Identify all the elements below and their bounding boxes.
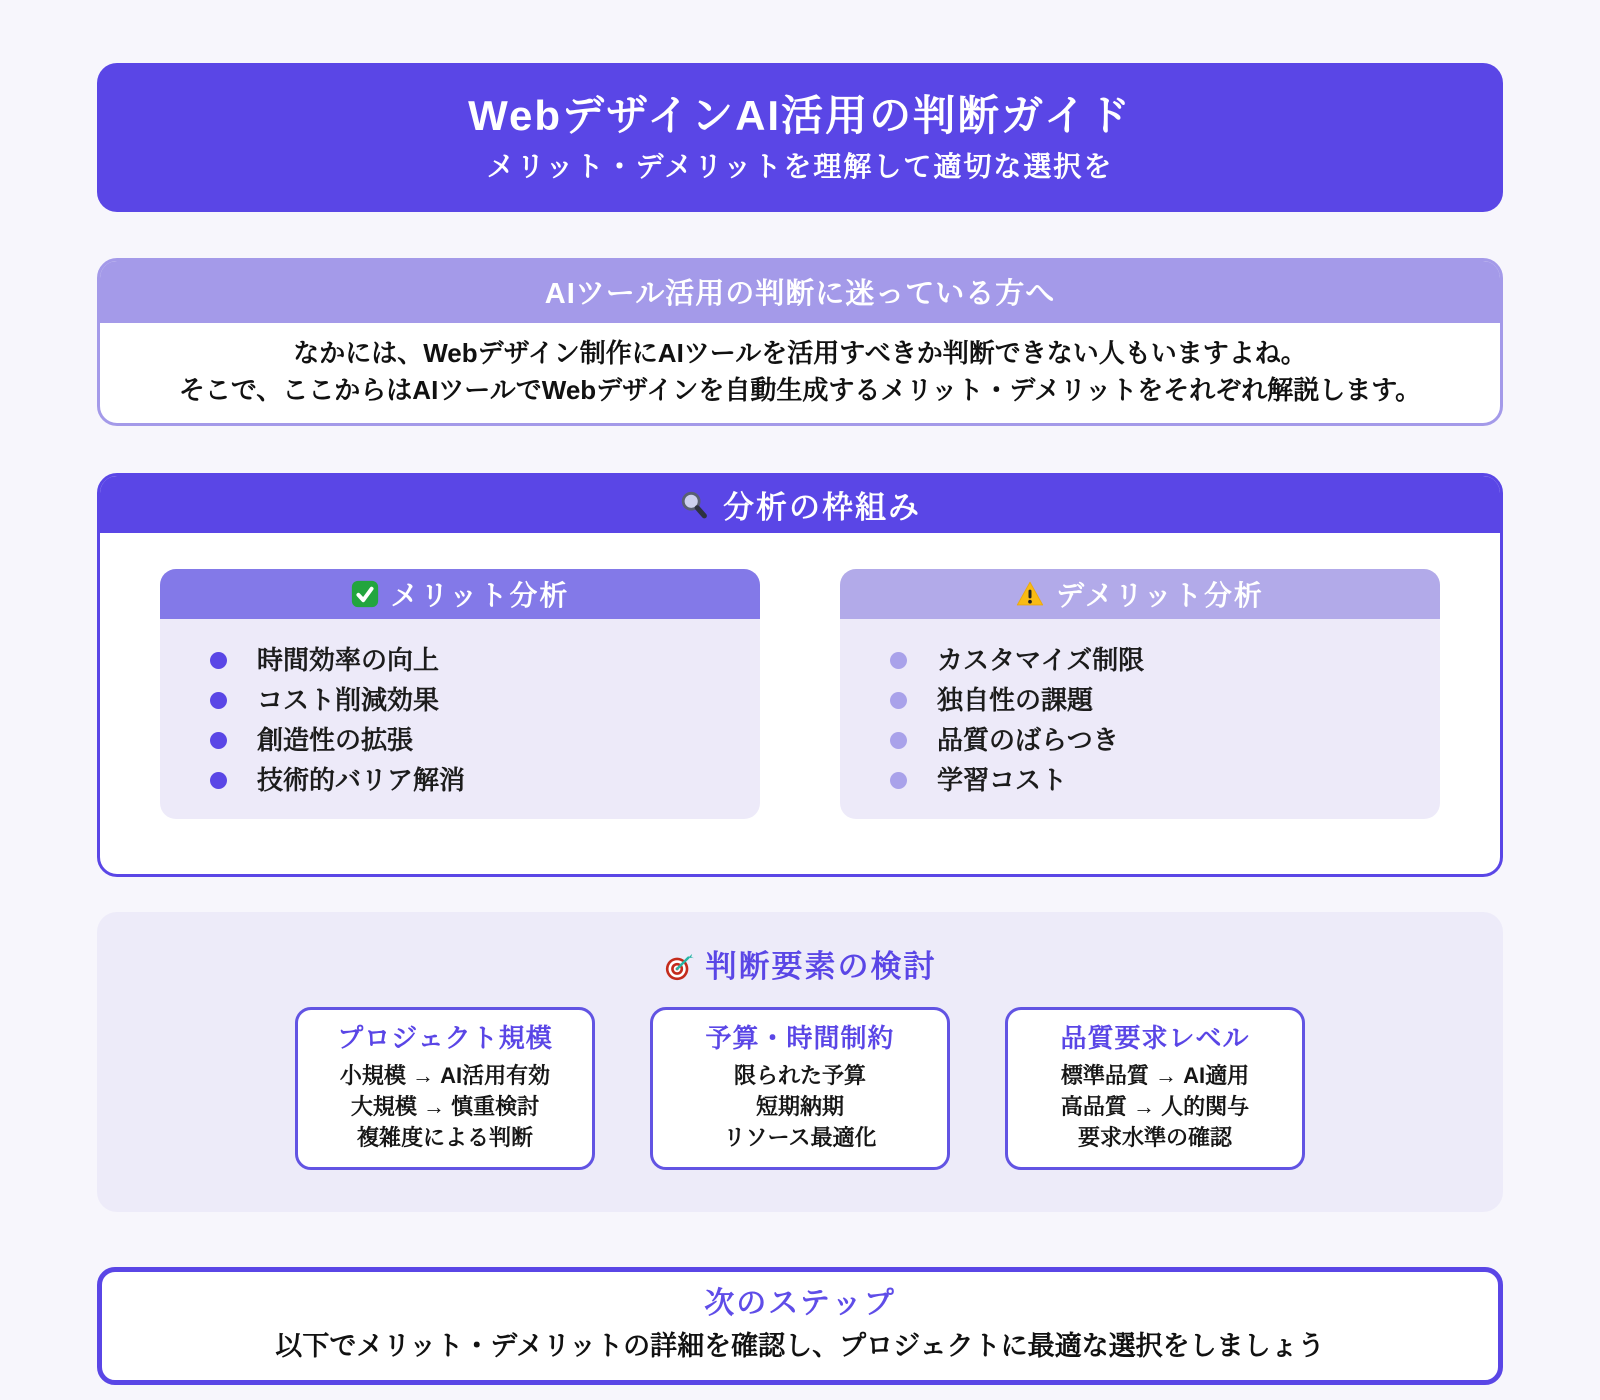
check-icon — [351, 580, 379, 608]
next-steps-body: 以下でメリット・デメリットの詳細を確認し、プロジェクトに最適な選択をしましょう — [275, 1331, 1325, 1361]
bullet-dot-icon — [890, 772, 907, 789]
demerit-title: デメリット分析 — [1056, 580, 1264, 611]
factor-card-project-scale — [295, 1007, 595, 1170]
factor-card-line: 複雑度による判断 — [356, 1125, 533, 1150]
framework-title: 分析の枠組み — [723, 490, 921, 525]
bullet-dot-icon — [210, 692, 227, 709]
demerit-item-label: 独自性の課題 — [937, 685, 1094, 715]
demerit-item-label: カスタマイズ制限 — [937, 645, 1145, 675]
merit-item-label: コスト削減効果 — [257, 685, 440, 715]
demerit-item — [890, 685, 1420, 715]
merit-column — [160, 569, 760, 819]
bullet-dot-icon — [210, 652, 227, 669]
intro-line-1: なかには、Webデザイン制作にAIツールを活用すべきか判断できない人もいますよね。 — [293, 338, 1307, 368]
merit-title: メリット分析 — [390, 580, 570, 611]
framework-header — [100, 476, 1500, 533]
factor-card-line: 短期納期 — [755, 1094, 844, 1119]
merit-item — [210, 645, 740, 675]
intro-body — [100, 323, 1500, 423]
demerit-item — [890, 725, 1420, 755]
factor-card-line: リソース最適化 — [723, 1125, 877, 1150]
merit-list — [160, 619, 760, 819]
bullet-dot-icon — [210, 732, 227, 749]
demerit-item-label: 学習コスト — [937, 765, 1068, 795]
factor-card-title: 品質要求レベル — [1060, 1023, 1250, 1053]
demerit-header — [840, 569, 1440, 619]
demerit-item — [890, 645, 1420, 675]
bullet-dot-icon — [890, 652, 907, 669]
factors-section — [97, 912, 1503, 1212]
demerit-list — [840, 619, 1440, 819]
page-subtitle: メリット・デメリットを理解して適切な選択を — [486, 150, 1114, 182]
next-steps-section — [97, 1267, 1503, 1385]
factors-title-row — [97, 950, 1503, 984]
factor-card-line: 要求水準の確認 — [1077, 1125, 1232, 1150]
merit-item-label: 時間効率の向上 — [257, 645, 440, 675]
factor-card-budget-time — [650, 1007, 950, 1170]
demerit-column — [840, 569, 1440, 819]
bullet-dot-icon — [890, 692, 907, 709]
next-steps-title: 次のステップ — [704, 1287, 896, 1320]
framework-section — [97, 473, 1503, 877]
demerit-item-label: 品質のばらつき — [937, 725, 1119, 755]
page-title: WebデザインAI活用の判断ガイド — [468, 91, 1132, 139]
factor-card-line: 高品質 → 人的関与 — [1060, 1094, 1250, 1119]
hero-banner — [97, 63, 1503, 212]
bullet-dot-icon — [890, 732, 907, 749]
bullet-dot-icon — [210, 772, 227, 789]
merit-item — [210, 725, 740, 755]
magnifier-icon — [679, 490, 709, 520]
factor-card-line: 大規模 → 慎重検討 — [350, 1094, 540, 1119]
factor-cards — [97, 1007, 1503, 1170]
intro-section — [97, 258, 1503, 426]
factors-title: 判断要素の検討 — [705, 949, 937, 984]
demerit-item — [890, 765, 1420, 795]
intro-line-2: そこで、ここからはAIツールでWebデザインを自動生成するメリット・デメリットをそれぞれ解説します。 — [178, 375, 1422, 405]
factor-card-line: 小規模 → AI活用有効 — [339, 1063, 551, 1088]
target-icon — [664, 952, 694, 982]
factor-card-line: 限られた予算 — [733, 1063, 866, 1088]
intro-header: AIツール活用の判断に迷っている方へ — [100, 261, 1500, 323]
factor-card-title: 予算・時間制約 — [705, 1023, 895, 1053]
factor-card-title: プロジェクト規模 — [337, 1023, 553, 1053]
warning-icon — [1016, 580, 1044, 608]
merit-item-label: 技術的バリア解消 — [257, 765, 466, 795]
merit-header — [160, 569, 760, 619]
page — [97, 0, 1503, 1385]
framework-body — [100, 533, 1500, 874]
merit-item — [210, 765, 740, 795]
merit-item — [210, 685, 740, 715]
merit-item-label: 創造性の拡張 — [257, 725, 414, 755]
factor-card-line: 標準品質 → AI適用 — [1060, 1063, 1250, 1088]
factor-card-quality-level — [1005, 1007, 1305, 1170]
